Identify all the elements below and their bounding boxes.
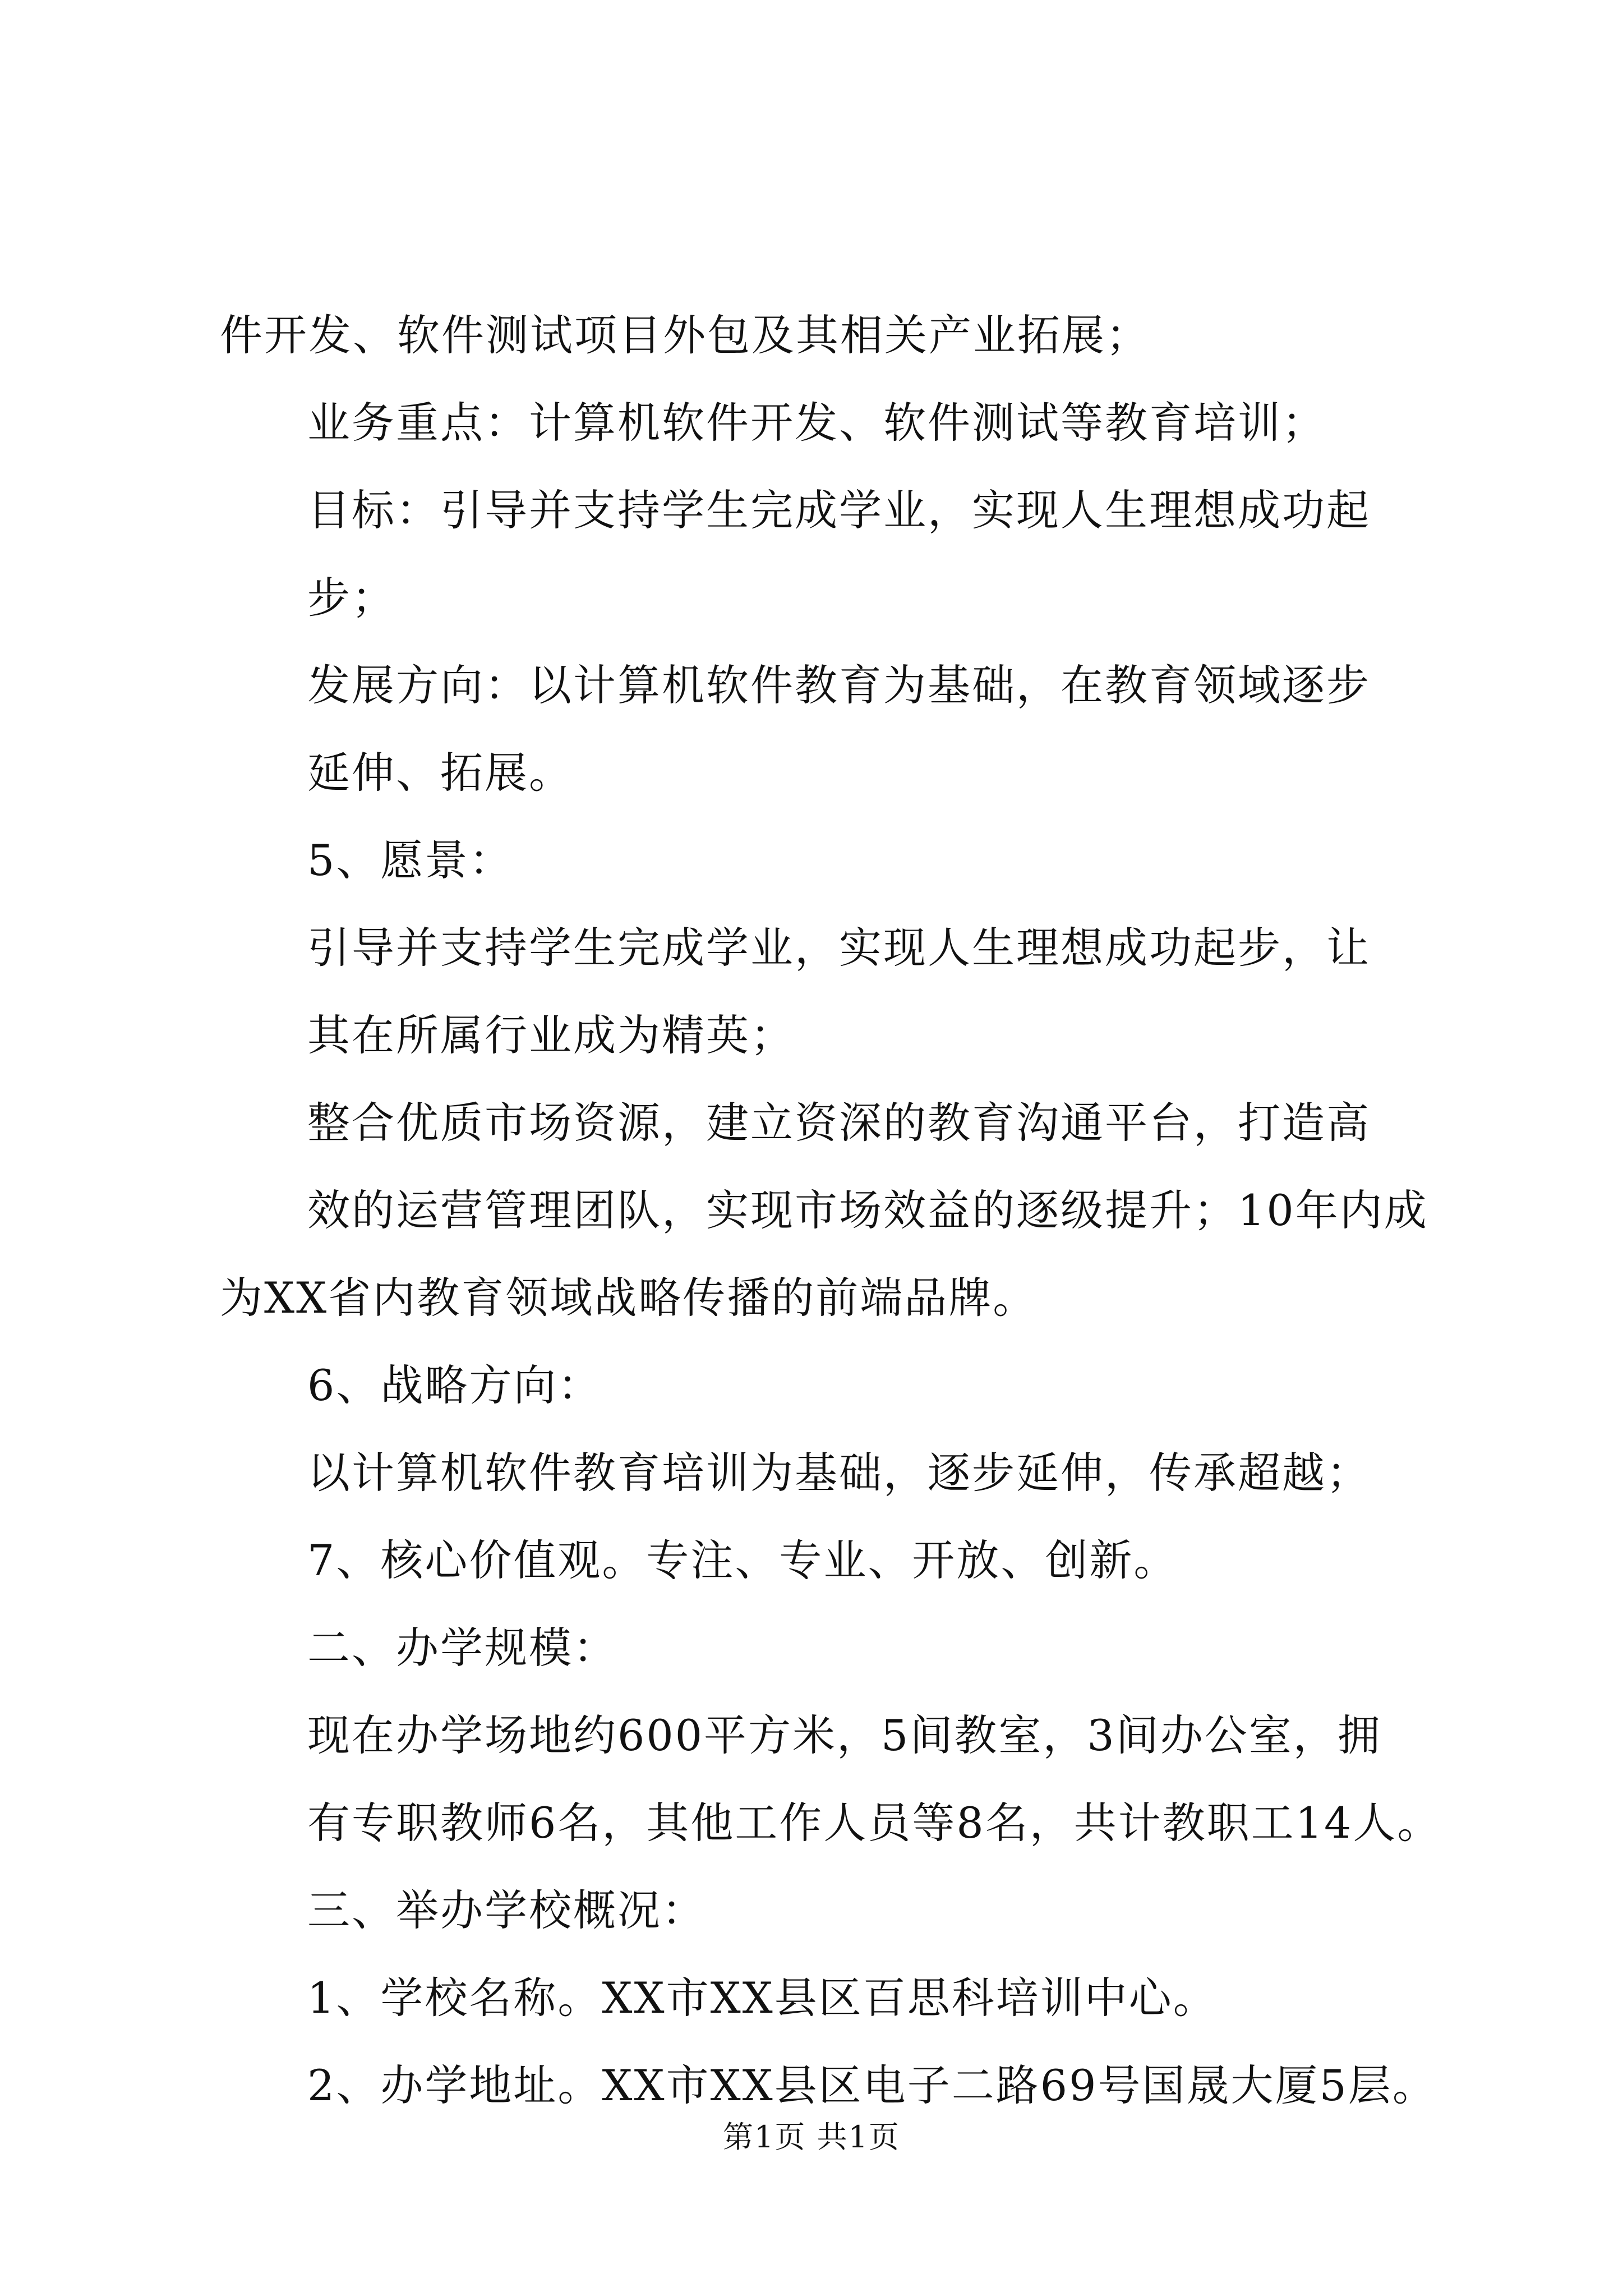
- text-line: 发展方向：以计算机软件教育为基础，在教育领域逐步: [307, 660, 1371, 710]
- text-line: 为XX省内教育领域战略传播的前端品牌。: [220, 1273, 1038, 1323]
- text-line: 引导并支持学生完成学业，实现人生理想成功起步，让: [307, 923, 1371, 973]
- text-line: 效的运营管理团队，实现市场效益的逐级提升；10年内成: [307, 1185, 1428, 1235]
- text-line: 业务重点：计算机软件开发、软件测试等教育培训；: [307, 398, 1326, 448]
- text-line: 其在所属行业成为精英；: [307, 1010, 795, 1060]
- text-line: 整合优质市场资源，建立资深的教育沟通平台，打造高: [307, 1098, 1371, 1148]
- section-heading: 7、核心价值观。专注、专业、开放、创新。: [307, 1535, 1178, 1585]
- section-heading: 二、办学规模：: [307, 1623, 617, 1673]
- text-line: 目标：引导并支持学生完成学业，实现人生理想成功起: [307, 485, 1371, 535]
- text-line: 步；: [307, 573, 396, 623]
- text-line: 有专职教师6名，其他工作人员等8名，共计教职工14人。: [307, 1798, 1442, 1848]
- text-line: 1、学校名称。XX市XX县区百思科培训中心。: [307, 1973, 1218, 2023]
- text-line: 以计算机软件教育培训为基础，逐步延伸，传承超越；: [307, 1448, 1371, 1498]
- text-line: 件开发、软件测试项目外包及其相关产业拓展；: [220, 310, 1150, 360]
- text-line: 2、办学地址。XX市XX县区电子二路69号国晟大厦5层。: [307, 2060, 1437, 2110]
- section-heading: 三、举办学校概况：: [307, 1885, 706, 1935]
- text-line: 延伸、拓展。: [307, 748, 573, 798]
- section-heading: 6、战略方向：: [307, 1360, 602, 1410]
- section-heading: 5、愿景：: [307, 835, 514, 885]
- text-line: 现在办学场地约600平方米，5间教室，3间办公室，拥: [307, 1710, 1382, 1760]
- page-number-footer: 第1页 共1页: [723, 2119, 900, 2155]
